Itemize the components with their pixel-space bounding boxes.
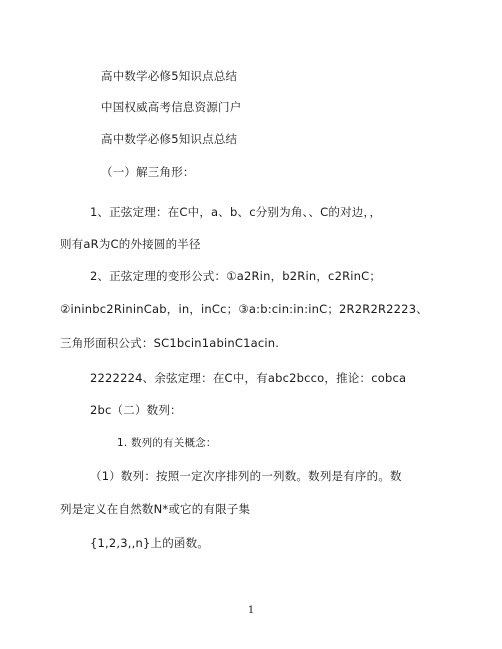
section-heading-triangles: （一）解三角形：: [101, 165, 195, 179]
page-number: 1: [247, 605, 255, 616]
paragraph-line: 2222224、余弦定理：在C中，有abc2bcco，推论：cobca: [90, 371, 407, 385]
paragraph-line: {1,2,3,,n}上的函数。: [90, 536, 209, 550]
doc-subtitle: 高中数学必修5知识点总结: [101, 132, 238, 146]
section-heading-sequences: 2bc（二）数列：: [90, 403, 182, 417]
paragraph-line: 则有aR为C的外接圆的半径: [60, 237, 201, 251]
paragraph-line: （1）数列：按照一定次序排列的一列数。数列是有序的。数: [90, 469, 402, 483]
doc-title: 高中数学必修5知识点总结: [101, 69, 238, 83]
paragraph-line: 列是定义在自然数N*或它的有限子集: [60, 502, 251, 516]
paragraph-line: ②ininbc2RininCab，in，inCc；③a:b:cin:in:inC；2R2R2R2223、: [60, 302, 428, 316]
paragraph-line: 2、正弦定理的变形公式：①a2Rin，b2Rin，c2RinC；: [90, 269, 382, 283]
paragraph-line: 1、正弦定理：在C中，a、b、c分别为角、、C的对边，，: [90, 205, 382, 219]
doc-source: 中国权威高考信息资源门户: [101, 100, 242, 114]
paragraph-line: 三角形面积公式：SC1bcin1abinC1acin.: [60, 336, 280, 350]
subsection-heading: 1. 数列的有关概念：: [117, 437, 217, 449]
